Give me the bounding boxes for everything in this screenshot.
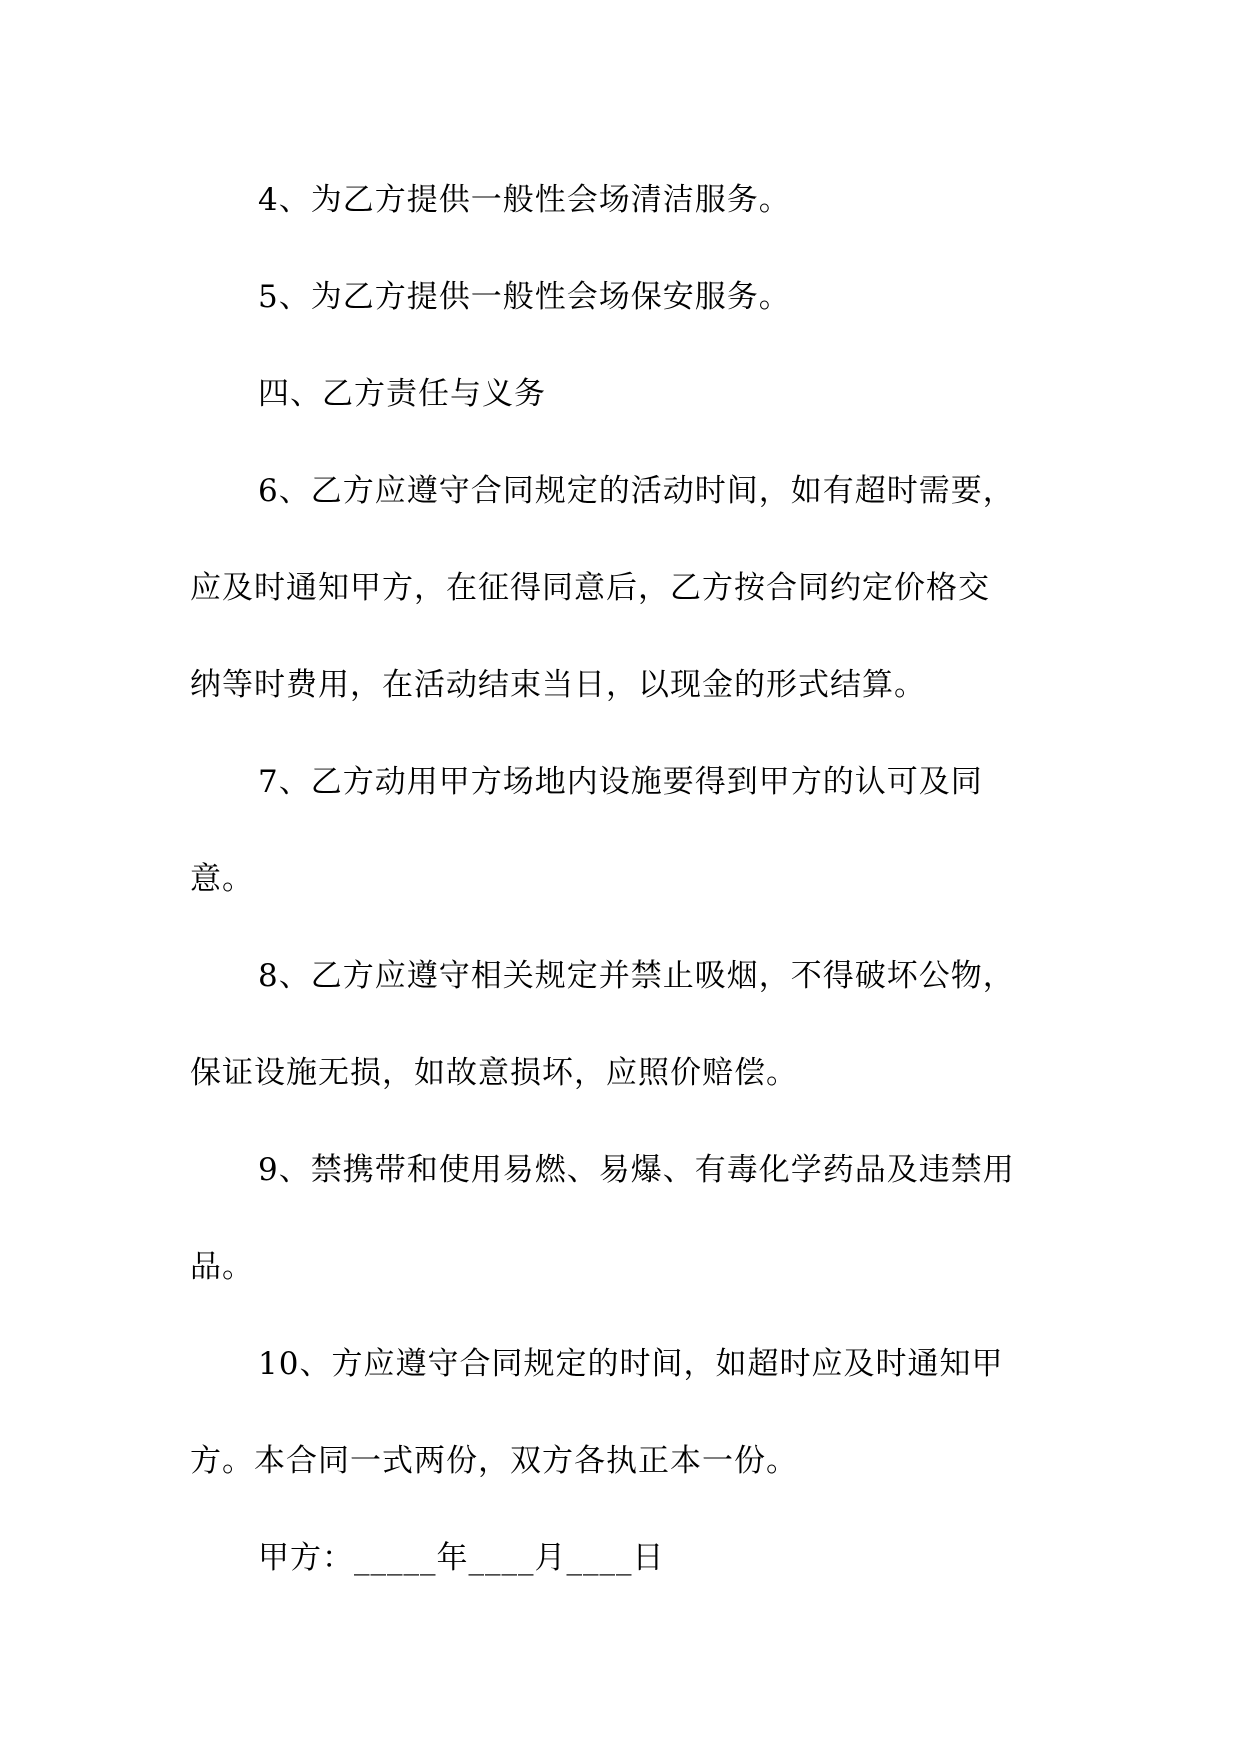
clause-8-line-1: 8、乙方应遵守相关规定并禁止吸烟，不得破坏公物， [258,958,1015,994]
clause-9-line-1: 9、禁携带和使用易燃、易爆、有毒化学药品及违禁用 [258,1152,1015,1188]
clause-8-line-2: 保证设施无损，如故意损坏，应照价赔偿。 [190,1055,798,1091]
clause-6-line-1: 6、乙方应遵守合同规定的活动时间，如有超时需要， [258,473,1015,509]
clause-7-line-2: 意。 [190,861,254,897]
party-a-signature-date: 甲方：_____年____月____日 [258,1540,665,1576]
clause-10-line-2: 方。本合同一式两份，双方各执正本一份。 [190,1443,798,1479]
clause-5-line-1: 5、为乙方提供一般性会场保安服务。 [258,279,791,315]
clause-7-line-1: 7、乙方动用甲方场地内设施要得到甲方的认可及同 [258,764,983,800]
clause-6-line-3: 纳等时费用，在活动结束当日，以现金的形式结算。 [190,667,926,703]
clause-6-line-2: 应及时通知甲方，在征得同意后，乙方按合同约定价格交 [190,570,990,606]
clause-9-line-2: 品。 [190,1249,254,1285]
section-4-heading: 四、乙方责任与义务 [258,376,546,412]
clause-10-line-1: 10、方应遵守合同规定的时间，如超时应及时通知甲 [258,1346,1004,1382]
clause-4-line-1: 4、为乙方提供一般性会场清洁服务。 [258,182,791,218]
